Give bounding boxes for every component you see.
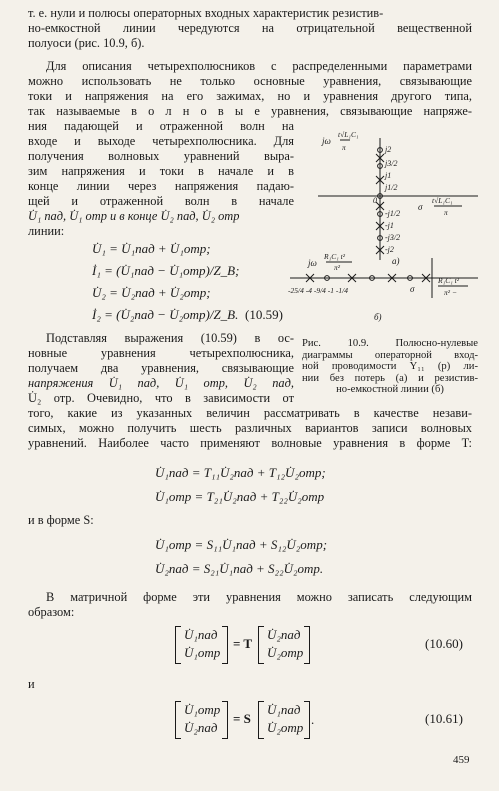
caption-line: диаграммы операторной вход- xyxy=(302,349,478,361)
equation: İ₂ = (U̇₂пад − U̇₂отр)/Z_B. xyxy=(92,307,239,322)
caption-line: Рис. 10.9. Полюсно-нулевые xyxy=(302,338,478,349)
text-line: образом: xyxy=(28,605,75,619)
text-line: симых, можно получить шесть различных вариантов записи волновых xyxy=(28,421,472,435)
text-line: напряжения U̇₁ пад, U̇₁ отр, U̇₂ пад, xyxy=(28,376,294,390)
text-line: и в форме S: xyxy=(28,513,94,527)
text-line: конце линии через напряжения падаю- xyxy=(28,179,294,193)
text-line: можно использовать не только основные уравнения, связывающие xyxy=(28,74,472,88)
text-line: щей и отраженной волн в начале xyxy=(28,194,294,208)
page-number: 459 xyxy=(453,754,470,766)
fig-label: σ xyxy=(410,284,415,294)
text-line: В матричной форме эти уравнения можно записать следующим xyxy=(46,590,472,604)
text-line: U̇₂ отр. Очевидно, что в зависимости от xyxy=(28,391,294,405)
matrix-entry: U̇₂отр xyxy=(267,720,304,735)
origin-label: 0 xyxy=(373,196,377,205)
tick-label: j1/2 xyxy=(385,183,398,192)
text-line: получаем два уравнения, связывающие xyxy=(28,361,294,375)
fig-label: σ xyxy=(418,202,423,212)
figure-caption xyxy=(302,338,478,396)
matrix-entry: U̇₁пад xyxy=(267,702,301,717)
text-line: так называемые в о л н о в ы е уравнения, связывающие напряже- xyxy=(28,104,472,118)
equation-number: (10.59) xyxy=(245,307,283,322)
fig-label: π xyxy=(444,208,448,217)
equation: U̇₁отр = T₂₁U̇₂пад + T₂₂U̇₂отр xyxy=(155,489,325,504)
equation: U̇₁ = U̇₁пад + U̇₁отр; xyxy=(92,241,211,256)
equation: U̇₂пад = S₂₁U̇₁пад + S₂₂U̇₂отр. xyxy=(155,561,324,576)
fig-label: jω xyxy=(322,136,331,146)
text-line: и xyxy=(28,677,35,691)
matrix-operator: = T xyxy=(233,636,253,651)
pole-zero-figure xyxy=(282,128,482,328)
matrix-period: . xyxy=(311,712,315,727)
text-line: входе и выходе четырехполюсника. Для xyxy=(28,134,294,148)
text-line: ния падающей и отраженной волн на xyxy=(28,119,294,133)
tick-label: -j1 xyxy=(385,221,394,230)
matrix-entry: U̇₂пад xyxy=(267,627,301,642)
text-line: получения волновых уравнений выра- xyxy=(28,149,294,163)
matrix-entry: U̇₂пад xyxy=(184,720,218,735)
text-line: Для описания четырехполюсников с распределенными параметрами xyxy=(46,59,472,73)
text-line: полуоси (рис. 10.9, б). xyxy=(28,36,145,50)
text-line: но-емкостной линии чередуются на отрицательной вещественной xyxy=(28,21,472,35)
matrix-entry: U̇₁отр xyxy=(184,702,221,717)
text-line: линии: xyxy=(28,224,65,238)
fig-label: π xyxy=(342,143,346,152)
equation-number: (10.60) xyxy=(425,636,463,651)
matrix-entry: U̇₁пад xyxy=(184,627,218,642)
tick-label: -j2 xyxy=(385,245,394,254)
tick-label: -j3/2 xyxy=(385,233,401,242)
fig-label: jω xyxy=(308,258,317,268)
text-line: зим напряжения и токи в начале и в xyxy=(28,164,294,178)
tick-label: j3/2 xyxy=(385,159,398,168)
caption-line: ной проводимости Y₁₁ (p) ли- xyxy=(302,361,478,372)
caption-line: нии без потерь (а) и резистив- xyxy=(302,372,478,384)
equation: U̇₁отр = S₁₁U̇₁пад + S₁₂U̇₂отр; xyxy=(155,537,328,552)
equation: U̇₁пад = T₁₁U̇₂пад + T₁₂U̇₂отр; xyxy=(155,465,326,480)
text-line: того, какие из указанных величин рассматривать в качестве незави- xyxy=(28,406,472,420)
fig-label: t√L₁C₁ xyxy=(432,196,453,205)
text-line: новные уравнения четырехполюсника, xyxy=(28,346,294,360)
text-line: U̇₁ пад, U̇₁ отр и в конце U̇₂ пад, U̇₂ отр xyxy=(28,209,240,223)
axis-b-labels: -25/4 -4 -9/4 -1 -1/4 xyxy=(288,286,348,295)
caption-line: но-емкостной линии (б) xyxy=(336,384,444,395)
fig-label: R₁C₁ t² xyxy=(324,252,346,261)
fig-label: π² − xyxy=(444,288,457,297)
fig-label: б) xyxy=(374,312,382,322)
fig-label: a) xyxy=(392,256,400,266)
matrix-entry: U̇₁отр xyxy=(184,645,221,660)
text-line: токи и напряжения на его зажимах, но и уравнения другого типа, xyxy=(28,89,472,103)
matrix-entry: U̇₂отр xyxy=(267,645,304,660)
equation: U̇₂ = U̇₂пад + U̇₂отр; xyxy=(92,285,211,300)
fig-label: π² xyxy=(334,263,341,272)
fig-label: t√L₁C₁ xyxy=(338,130,359,139)
matrix-operator: = S xyxy=(233,711,251,726)
fig-label: R₁C₁ t² xyxy=(438,276,460,285)
tick-label: j1 xyxy=(385,171,392,180)
text-line: т. е. нули и полюсы операторных входных характеристик резистив- xyxy=(28,6,384,20)
tick-label: j2 xyxy=(385,145,392,154)
text-line: уравнений. Наиболее часто применяют волновые уравнения в форме T: xyxy=(28,436,472,450)
tick-label: -j1/2 xyxy=(385,209,401,218)
equation-number: (10.61) xyxy=(425,711,463,726)
equation: İ₁ = (U̇₁пад − U̇₁отр)/Z_B; xyxy=(92,263,240,278)
text-line: Подставляя выражения (10.59) в ос- xyxy=(46,331,294,345)
